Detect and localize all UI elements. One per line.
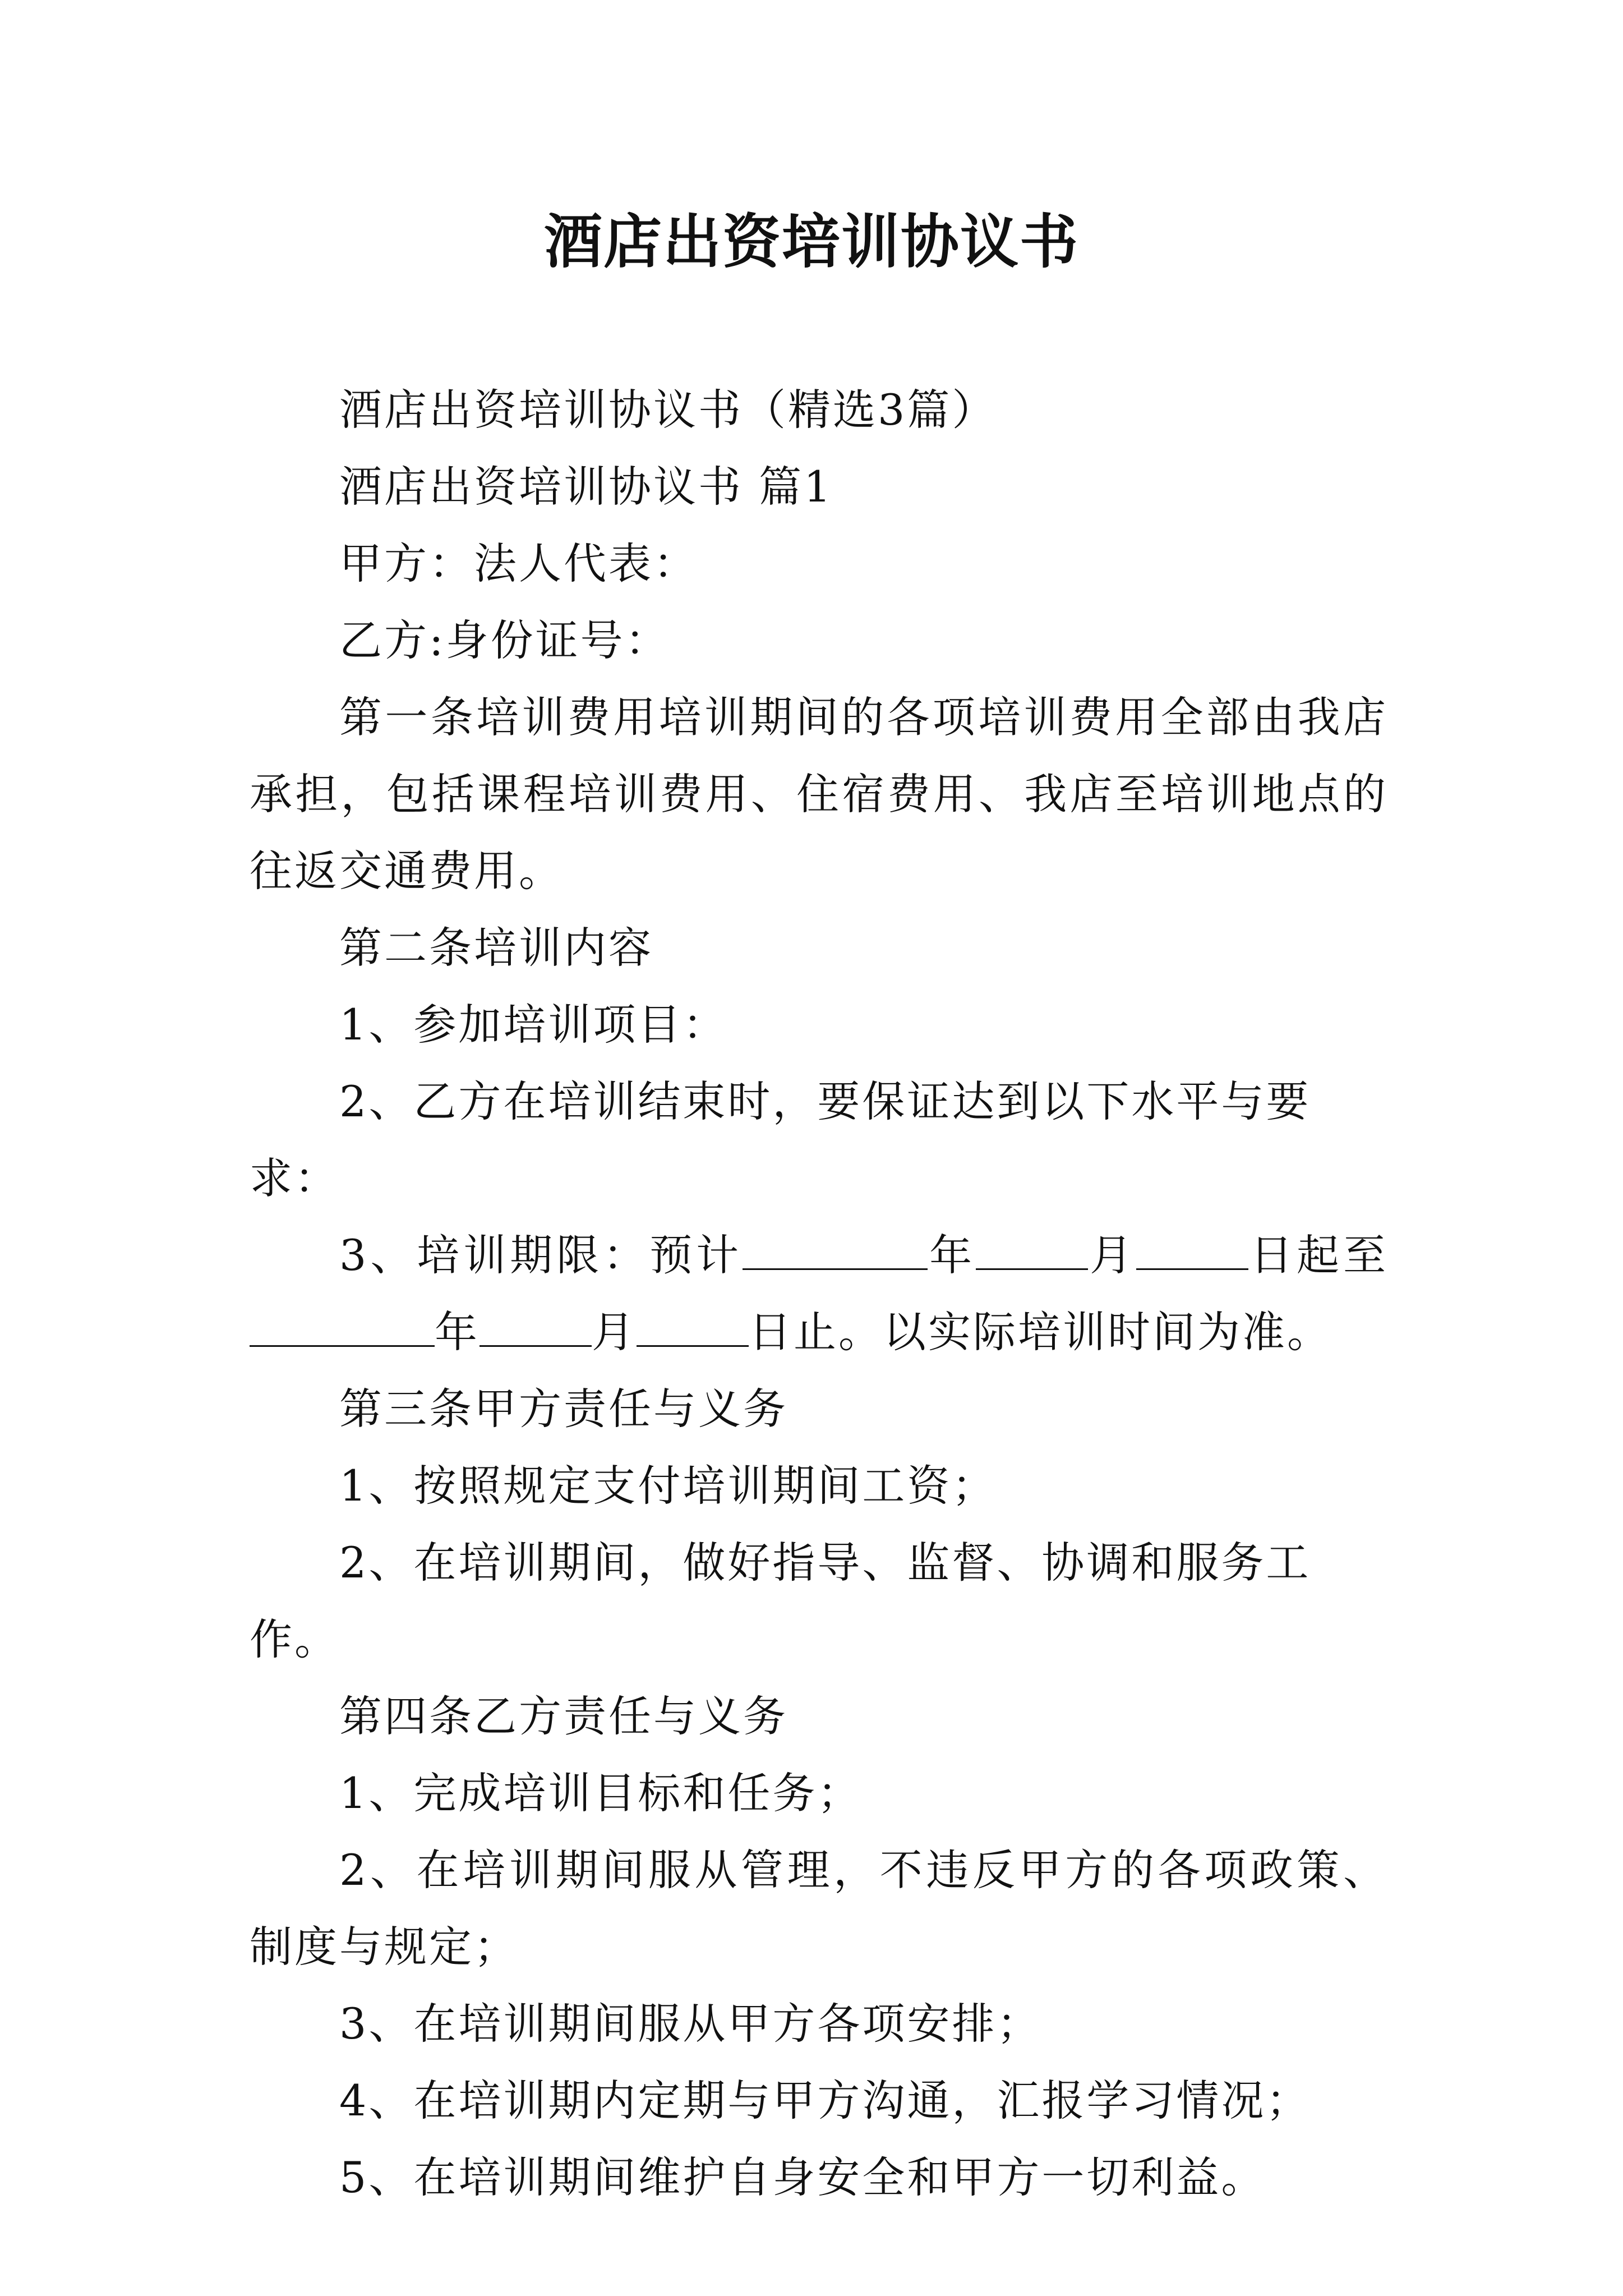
paragraph-article-2-item-2: 2、乙方在培训结束时，要保证达到以下水平与要求： (250, 1076, 1311, 1203)
paragraph-article-4-heading: 第四条乙方责任与义务 (339, 1691, 788, 1741)
period-year-label: 年 (928, 1230, 976, 1280)
paragraph-article-4-item-2: 2、在培训期间服从管理，不违反甲方的各项政策、制度与规定； (250, 1845, 1388, 1972)
paragraph-article-4-item-1: 1、完成培训目标和任务； (339, 1768, 863, 1818)
blank-year-end[interactable] (250, 1312, 435, 1347)
paragraph-section-heading: 酒店出资培训协议书 篇1 (339, 462, 833, 512)
blank-month-start[interactable] (976, 1235, 1088, 1270)
document-body (250, 371, 1388, 2216)
paragraph-article-3-item-1: 1、按照规定支付培训期间工资； (339, 1461, 997, 1511)
period-day-from-label: 日起至 (1248, 1230, 1389, 1280)
blank-day-start[interactable] (1136, 1235, 1248, 1270)
period-prefix: 3、培训期限：预计 (339, 1230, 743, 1280)
period-day-to-label: 日止。以实际培训时间为准。 (749, 1307, 1332, 1357)
paragraph-subtitle: 酒店出资培训协议书（精选3篇） (339, 385, 997, 435)
paragraph-article-3-heading: 第三条甲方责任与义务 (339, 1384, 788, 1434)
paragraph-article-2-heading: 第二条培训内容 (339, 923, 653, 973)
paragraph-article-3-item-2: 2、在培训期间，做好指导、监督、协调和服务工作。 (250, 1538, 1311, 1664)
document-title: 酒店出资培训协议书 (543, 207, 1079, 276)
period-month2-label: 月 (592, 1307, 637, 1357)
paragraph-party-b: 乙方:身份证号： (339, 615, 670, 665)
paragraph-party-a: 甲方：法人代表： (339, 539, 698, 588)
paragraph-training-period (250, 1217, 1388, 1370)
blank-day-end[interactable] (637, 1312, 749, 1347)
paragraph-article-4-item-3: 3、在培训期间服从甲方各项安排； (339, 1999, 1042, 2049)
paragraph-article-2-item-1: 1、参加培训项目： (339, 1000, 728, 1050)
period-month-label: 月 (1088, 1230, 1137, 1280)
blank-month-end[interactable] (479, 1312, 592, 1347)
period-year2-label: 年 (435, 1307, 479, 1357)
paragraph-article-1: 第一条培训费用培训期间的各项培训费用全部由我店承担，包括课程培训费用、住宿费用、我店至培训地点的往返交通费用。 (250, 692, 1388, 896)
paragraph-article-4-item-4: 4、在培训期内定期与甲方沟通，汇报学习情况； (339, 2076, 1311, 2125)
paragraph-article-4-item-5: 5、在培训期间维护自身安全和甲方一切利益。 (339, 2152, 1266, 2202)
blank-year-start[interactable] (743, 1235, 928, 1270)
